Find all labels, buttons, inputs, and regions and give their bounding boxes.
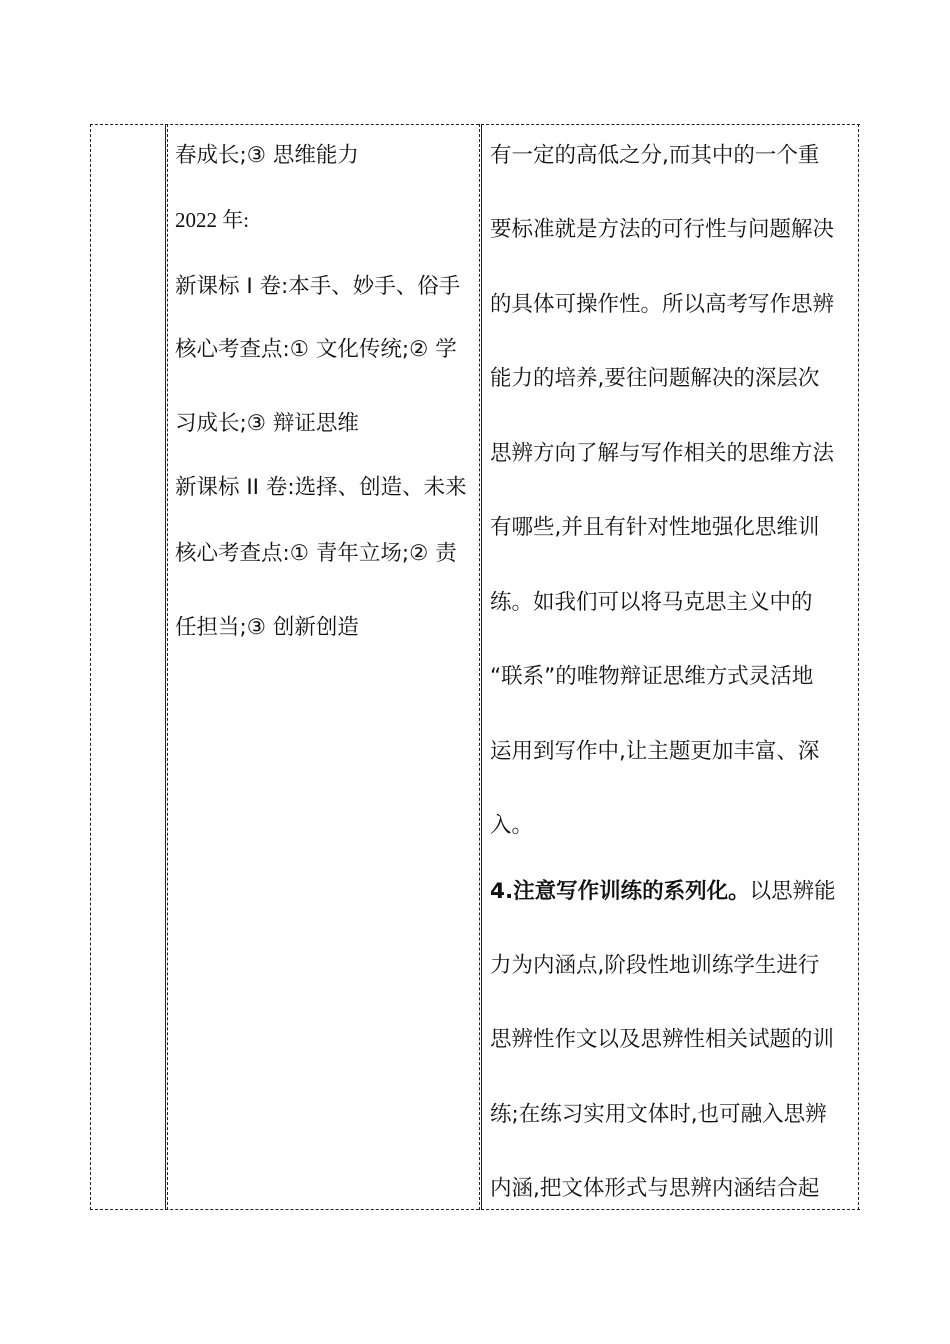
content-table — [90, 124, 860, 1210]
text-line: 运用到写作中,让主题更加丰富、深 — [490, 739, 820, 764]
text-line: 有一定的高低之分,而其中的一个重 — [490, 143, 820, 168]
heading-continuation: 以思辨能 — [749, 879, 836, 904]
text-line: “联系”的唯物辩证思维方式灵活地 — [490, 664, 814, 689]
table-cell-blank — [90, 124, 165, 1210]
section-heading: 4.注意写作训练的系列化。 — [490, 879, 750, 904]
text-line: 新课标 I 卷:本手、妙手、俗手 — [175, 274, 461, 299]
table-cell-exam-topics — [167, 124, 480, 1210]
table-cell-teaching-suggestions — [482, 124, 858, 1210]
text-line: 习成长;③ 辩证思维 — [175, 411, 359, 436]
text-line: 核心考查点:① 文化传统;② 学 — [175, 337, 457, 362]
text-line: 练。如我们可以将马克思主义中的 — [490, 590, 813, 615]
text-line: 能力的培养,要往问题解决的深层次 — [490, 366, 820, 391]
text-line: 力为内涵点,阶段性地训练学生进行 — [490, 953, 820, 978]
text-line: 春成长;③ 思维能力 — [175, 143, 359, 168]
column-divider-1 — [165, 124, 166, 1210]
text-line: 有哪些,并且有针对性地强化思维训 — [490, 515, 820, 540]
text-line: 新课标 II 卷:选择、创造、未来 — [175, 475, 467, 500]
text-line: 要标准就是方法的可行性与问题解决 — [490, 217, 835, 242]
text-line: 思辨性作文以及思辨性相关试题的训 — [490, 1027, 835, 1052]
text-line: 思辨方向了解与写作相关的思维方法 — [490, 441, 835, 466]
text-line: 任担当;③ 创新创造 — [175, 615, 359, 640]
text-line: 2022 年: — [175, 208, 250, 232]
text-line: 入。 — [490, 813, 534, 838]
table-right-border — [858, 124, 859, 1210]
text-line: 内涵,把文体形式与思辨内涵结合起 — [490, 1176, 820, 1201]
text-line: 的具体可操作性。所以高考写作思辨 — [490, 292, 835, 317]
text-line: 练;在练习实用文体时,也可融入思辨 — [490, 1102, 827, 1127]
text-line: 核心考查点:① 青年立场;② 责 — [175, 541, 457, 566]
section-heading-line — [490, 874, 836, 905]
